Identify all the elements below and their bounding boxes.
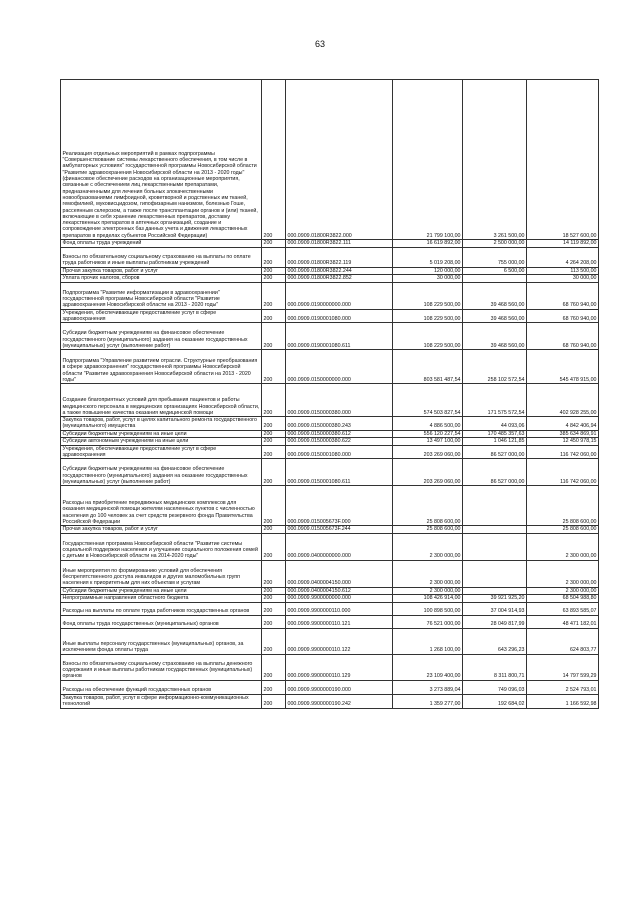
row-value-approved: 108 229 500,00 — [393, 309, 463, 323]
row-value-executed: 749 096,03 — [463, 680, 527, 694]
row-code: 200 — [262, 430, 286, 438]
row-name: Подпрограмма "Развитие информатизации в здравоохранении" государственной программы Новосибирской области "Развитие здравоохранения Новосибирской области на 2013 - 2020 годы" — [61, 282, 262, 309]
row-name: Взносы по обязательному социальному страхованию на выплаты денежного содержания и иные выплаты работникам государственных (муниципальных) органов — [61, 654, 262, 680]
row-code: 200 — [262, 417, 286, 431]
table-row — [61, 654, 599, 680]
row-value-remaining: 68 504 988,80 — [527, 595, 599, 603]
row-value-approved: 203 269 060,00 — [393, 459, 463, 486]
row-value-remaining: 68 760 940,00 — [527, 282, 599, 309]
row-name: Взносы по обязательному социальному страхованию на выплаты по оплате труда работников и иные выплаты работникам учреждений — [61, 247, 262, 267]
row-kbk: 000.0909.0150000000.000 — [286, 350, 393, 384]
row-value-approved: 1 268 100,00 — [393, 628, 463, 654]
row-value-executed — [463, 526, 527, 534]
row-value-remaining: 25 808 600,00 — [527, 526, 599, 534]
row-value-executed: 39 468 560,00 — [463, 309, 527, 323]
table-row — [61, 309, 599, 323]
row-code: 200 — [262, 282, 286, 309]
row-name: Субсидии автономным учреждениям на иные цели — [61, 438, 262, 446]
row-name: Реализация отдельных мероприятий в рамках подпрограммы "Совершенствование системы лекарственного обеспечения, в том числе в амбулаторных условиях" государственной программы Новосибирской области "Развитие здравоохранения Новосибирской области на 2013 - 2020 годы" (финансовое обеспечение расходов на организационные мероприятия, связанные с обеспечением лиц лекарственными препаратами, предназначенными для лечения больных злокачественными новообразованиями лимфоидной, кроветворной и родственных им тканей, гемофилией, муковисцидозом, гипофизарным нанизмом, болезнью Гоше, рассеянным склерозом, а также после трансплантации органов и (или) тканей, включающие в себя хранение лекарственных препаратов, доставку лекарственных препаратов в аптечных организаций, создание и сопровождение электронных баз данных учета и движения лекарственных препаратов в пределах субъектов Российской Федерации) — [61, 80, 262, 240]
row-value-remaining: 2 300 000,00 — [527, 533, 599, 560]
row-value-executed: 39 921 925,20 — [463, 595, 527, 603]
row-kbk: 000.0909.0150000380.612 — [286, 430, 393, 438]
table-row — [61, 247, 599, 267]
row-value-approved: 3 273 889,04 — [393, 680, 463, 694]
table-row — [61, 595, 599, 603]
row-value-executed: 3 261 500,00 — [463, 80, 527, 240]
row-value-approved: 21 799 100,00 — [393, 80, 463, 240]
row-value-remaining: 68 760 940,00 — [527, 323, 599, 350]
row-kbk: 000.0909.01800R3822.000 — [286, 80, 393, 240]
row-value-approved: 108 229 500,00 — [393, 282, 463, 309]
table-row — [61, 680, 599, 694]
row-value-remaining: 402 928 255,00 — [527, 384, 599, 417]
row-code: 200 — [262, 438, 286, 446]
row-kbk: 000.0909.9900000000.000 — [286, 595, 393, 603]
table-row — [61, 445, 599, 459]
row-value-approved: 108 426 914,00 — [393, 595, 463, 603]
table-row — [61, 560, 599, 587]
table-row — [61, 430, 599, 438]
row-code: 200 — [262, 275, 286, 283]
row-kbk: 000.0909.0150000380.000 — [286, 384, 393, 417]
row-name: Иные мероприятия по формированию условий для обеспечения беспрепятственного доступа инвалидов и других маломобильных групп населения к приоритетным для них объектам и услугам — [61, 560, 262, 587]
row-value-remaining: 2 300 000,00 — [527, 587, 599, 595]
row-name: Закупка товаров, работ, услуг в целях капитального ремонта государственного (муниципального) имущества — [61, 417, 262, 431]
row-kbk: 000.0909.015005673F.000 — [286, 486, 393, 526]
row-kbk: 000.0909.0150000380.243 — [286, 417, 393, 431]
row-code: 200 — [262, 595, 286, 603]
row-name: Расходы на обеспечение функций государственных органов — [61, 680, 262, 694]
row-code: 200 — [262, 560, 286, 587]
row-value-remaining: 18 527 600,00 — [527, 80, 599, 240]
row-code: 200 — [262, 526, 286, 534]
row-kbk: 000.0909.9900000110.000 — [286, 602, 393, 615]
row-value-executed: 37 004 914,93 — [463, 602, 527, 615]
row-value-executed: 39 468 560,00 — [463, 323, 527, 350]
row-value-approved: 4 886 500,00 — [393, 417, 463, 431]
row-value-executed: 86 527 000,00 — [463, 459, 527, 486]
row-value-executed: 44 093,06 — [463, 417, 527, 431]
row-name: Учреждения, обеспечивающие предоставление услуг в сфере здравоохранения — [61, 309, 262, 323]
row-value-executed: 1 046 121,85 — [463, 438, 527, 446]
row-value-remaining: 14 797 599,29 — [527, 654, 599, 680]
row-value-approved: 25 808 600,00 — [393, 526, 463, 534]
row-code: 200 — [262, 602, 286, 615]
row-code: 200 — [262, 587, 286, 595]
row-value-remaining: 385 634 869,91 — [527, 430, 599, 438]
row-code: 200 — [262, 240, 286, 248]
row-code: 200 — [262, 459, 286, 486]
table-row — [61, 602, 599, 615]
row-value-remaining: 545 478 915,00 — [527, 350, 599, 384]
row-name: Подпрограмма "Управление развитием отрасли. Структурные преобразования в сфере здравоохранения" государственной программы Новосибирской области "Развитие здравоохранения Новосибирской области на 2013 - 2020 годы" — [61, 350, 262, 384]
row-value-remaining: 1 166 592,98 — [527, 694, 599, 708]
row-value-approved: 76 521 000,00 — [393, 615, 463, 628]
row-value-approved: 2 300 000,00 — [393, 587, 463, 595]
row-value-approved: 574 503 827,54 — [393, 384, 463, 417]
row-code: 200 — [262, 533, 286, 560]
row-value-executed: 171 575 572,54 — [463, 384, 527, 417]
page-number: 63 — [314, 39, 325, 49]
table-row — [61, 384, 599, 417]
table-row — [61, 240, 599, 248]
row-code: 200 — [262, 267, 286, 275]
row-code: 200 — [262, 654, 286, 680]
row-kbk: 000.0909.01800R3822.852 — [286, 275, 393, 283]
row-value-approved: 23 109 400,00 — [393, 654, 463, 680]
row-value-executed: 192 684,02 — [463, 694, 527, 708]
row-code: 200 — [262, 323, 286, 350]
row-value-remaining: 30 000,00 — [527, 275, 599, 283]
row-value-remaining: 113 500,00 — [527, 267, 599, 275]
row-kbk: 000.0909.9900000110.121 — [286, 615, 393, 628]
row-value-remaining: 14 119 892,00 — [527, 240, 599, 248]
row-value-remaining: 63 893 585,07 — [527, 602, 599, 615]
row-name: Расходы на выплаты по оплате труда работников государственных органов — [61, 602, 262, 615]
row-value-remaining: 25 808 600,00 — [527, 486, 599, 526]
row-value-executed — [463, 533, 527, 560]
table-row — [61, 459, 599, 486]
row-value-remaining: 4 264 208,00 — [527, 247, 599, 267]
row-kbk: 000.0909.0190000000.000 — [286, 282, 393, 309]
row-value-approved: 30 000,00 — [393, 275, 463, 283]
row-value-approved: 16 619 892,00 — [393, 240, 463, 248]
row-value-executed: 755 000,00 — [463, 247, 527, 267]
table-row — [61, 587, 599, 595]
row-value-executed — [463, 486, 527, 526]
row-value-remaining: 2 300 000,00 — [527, 560, 599, 587]
row-value-approved: 108 229 500,00 — [393, 323, 463, 350]
row-name: Прочая закупка товаров, работ и услуг — [61, 267, 262, 275]
row-value-executed: 28 049 817,99 — [463, 615, 527, 628]
row-name: Субсидии бюджетным учреждениям на иные цели — [61, 430, 262, 438]
row-kbk: 000.0909.0150000380.622 — [286, 438, 393, 446]
row-value-remaining: 116 742 060,00 — [527, 459, 599, 486]
row-value-approved: 803 581 487,54 — [393, 350, 463, 384]
table-row — [61, 526, 599, 534]
row-value-executed — [463, 560, 527, 587]
row-code: 200 — [262, 628, 286, 654]
row-value-executed — [463, 587, 527, 595]
row-kbk: 000.0909.0190001080.000 — [286, 309, 393, 323]
row-value-remaining: 12 450 978,15 — [527, 438, 599, 446]
row-value-approved: 120 000,00 — [393, 267, 463, 275]
row-value-remaining: 4 842 406,94 — [527, 417, 599, 431]
row-kbk: 000.0909.9900000190.000 — [286, 680, 393, 694]
row-name: Субсидии бюджетным учреждениям на финансовое обеспечение государственного (муниципального) задания на оказание государственных (муниципальных) услуг (выполнение работ) — [61, 323, 262, 350]
row-code: 200 — [262, 694, 286, 708]
row-value-approved: 5 019 208,00 — [393, 247, 463, 267]
row-name: Учреждения, обеспечивающие предоставление услуг в сфере здравоохранения — [61, 445, 262, 459]
table-row — [61, 628, 599, 654]
row-value-approved: 25 808 600,00 — [393, 486, 463, 526]
row-value-executed: 2 500 000,00 — [463, 240, 527, 248]
row-value-executed: 258 102 572,54 — [463, 350, 527, 384]
row-name: Фонд оплаты труда государственных (муниципальных) органов — [61, 615, 262, 628]
row-value-remaining: 68 760 940,00 — [527, 309, 599, 323]
row-code: 200 — [262, 486, 286, 526]
table-row — [61, 323, 599, 350]
table-row — [61, 438, 599, 446]
row-name: Субсидии бюджетным учреждениям на финансовое обеспечение государственного (муниципального) задания на оказание государственных (муниципальных) услуг (выполнение работ) — [61, 459, 262, 486]
row-value-executed: 86 527 000,00 — [463, 445, 527, 459]
row-code: 200 — [262, 615, 286, 628]
row-value-remaining: 116 742 060,00 — [527, 445, 599, 459]
table-row — [61, 80, 599, 240]
row-value-executed: 8 311 800,71 — [463, 654, 527, 680]
row-kbk: 000.0909.9900000110.122 — [286, 628, 393, 654]
row-code: 200 — [262, 80, 286, 240]
row-value-executed: 170 485 357,63 — [463, 430, 527, 438]
table-row — [61, 486, 599, 526]
row-name: Прочая закупка товаров, работ и услуг — [61, 526, 262, 534]
row-kbk: 000.0909.01800R3822.119 — [286, 247, 393, 267]
row-value-approved: 203 269 060,00 — [393, 445, 463, 459]
row-code: 200 — [262, 247, 286, 267]
row-name: Расходы на приобретение передвижных медицинских комплексов для оказания медицинской помощи жителям населенных пунктов с численностью населения до 100 человек за счет средств резервного фонда Правительства Российской Федерации — [61, 486, 262, 526]
row-name: Закупка товаров, работ, услуг в сфере информационно-коммуникационных технологий — [61, 694, 262, 708]
budget-table — [60, 79, 599, 709]
row-name: Иные выплаты персоналу государственных (муниципальных) органов, за исключением фонда оплаты труда — [61, 628, 262, 654]
row-value-approved: 1 359 277,00 — [393, 694, 463, 708]
row-kbk: 000.0909.0150001080.611 — [286, 459, 393, 486]
row-kbk: 000.0909.0400004150.612 — [286, 587, 393, 595]
table-row — [61, 267, 599, 275]
row-name: Субсидии бюджетным учреждениям на иные цели — [61, 587, 262, 595]
row-value-remaining: 624 803,77 — [527, 628, 599, 654]
table-row — [61, 282, 599, 309]
row-code: 200 — [262, 309, 286, 323]
row-value-executed — [463, 275, 527, 283]
row-name: Создание благоприятных условий для пребывания пациентов и работы медицинского персонала в медицинских организациях Новосибирской области, а также повышение качества оказания медицинской помощи — [61, 384, 262, 417]
row-kbk: 000.0909.0150001080.000 — [286, 445, 393, 459]
row-name: Фонд оплаты труда учреждений — [61, 240, 262, 248]
table-row — [61, 533, 599, 560]
table-row — [61, 275, 599, 283]
row-value-approved: 2 300 000,00 — [393, 533, 463, 560]
row-kbk: 000.0909.9900000190.242 — [286, 694, 393, 708]
row-name: Непрограммные направления областного бюджета — [61, 595, 262, 603]
row-kbk: 000.0909.015005673F.244 — [286, 526, 393, 534]
row-value-approved: 100 898 500,00 — [393, 602, 463, 615]
row-value-remaining: 2 524 793,01 — [527, 680, 599, 694]
table-row — [61, 615, 599, 628]
row-name: Государственная программа Новосибирской области "Развитие системы социальной поддержки населения и улучшение социального положения семей с детьми в Новосибирской области на 2014-2020 годы" — [61, 533, 262, 560]
row-kbk: 000.0909.0400000000.000 — [286, 533, 393, 560]
row-name: Уплата прочих налогов, сборов — [61, 275, 262, 283]
row-code: 200 — [262, 445, 286, 459]
row-kbk: 000.0909.0190001080.611 — [286, 323, 393, 350]
row-code: 200 — [262, 350, 286, 384]
row-kbk: 000.0909.0400004150.000 — [286, 560, 393, 587]
row-value-approved: 13 497 100,00 — [393, 438, 463, 446]
table-row — [61, 694, 599, 708]
row-value-executed: 643 296,23 — [463, 628, 527, 654]
row-value-executed: 39 468 560,00 — [463, 282, 527, 309]
row-kbk: 000.0909.01800R3822.244 — [286, 267, 393, 275]
table-row — [61, 350, 599, 384]
table-row — [61, 417, 599, 431]
row-code: 200 — [262, 384, 286, 417]
row-kbk: 000.0909.9900000110.129 — [286, 654, 393, 680]
row-value-remaining: 48 471 182,01 — [527, 615, 599, 628]
row-kbk: 000.0909.01800R3822.111 — [286, 240, 393, 248]
row-value-approved: 2 300 000,00 — [393, 560, 463, 587]
row-value-executed: 6 500,00 — [463, 267, 527, 275]
row-code: 200 — [262, 680, 286, 694]
row-value-approved: 556 120 227,54 — [393, 430, 463, 438]
